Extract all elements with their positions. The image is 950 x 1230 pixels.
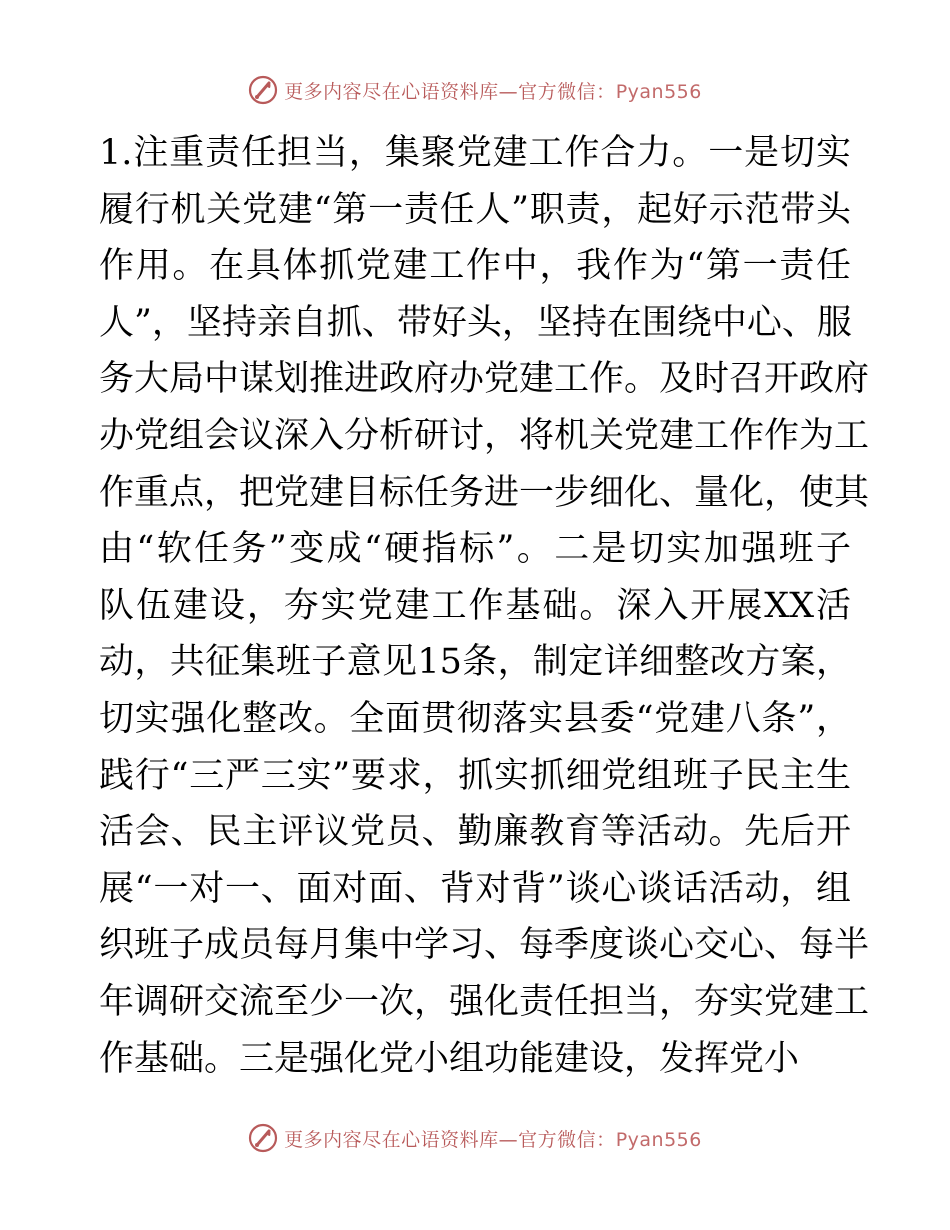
header-watermark (0, 70, 950, 110)
paragraph-line: 1.注重责任担当，集聚党建工作合力。一是切实 (99, 133, 851, 173)
paragraph-line: 人”，坚持亲自抓、带好头，坚持在围绕中心、服 (99, 302, 852, 343)
paragraph-line: 动，共征集班子意见15条，制定详细整改方案， (99, 642, 851, 683)
paragraph-line: 队伍建设，夯实党建工作基础。深入开展XX活 (99, 585, 851, 626)
paragraph-line: 作用。在具体抓党建工作中，我作为“第一责任 (99, 246, 851, 287)
paragraph-line: 办党组会议深入分析研讨，将机关党建工作作为工 (99, 415, 870, 456)
quill-logo-icon (248, 75, 278, 105)
watermark-text: 更多内容尽在心语资料库—官方微信：Pyan556 (284, 80, 702, 103)
paragraph-line: 年调研交流至少一次，强化责任担当，夯实党建工 (99, 981, 870, 1022)
paragraph-line: 作基础。三是强化党小组功能建设，发挥党小 (99, 1038, 800, 1079)
paragraph-line: 务大局中谋划推进政府办党建工作。及时召开政府 (99, 359, 870, 400)
watermark-text: 更多内容尽在心语资料库—官方微信：Pyan556 (284, 1128, 702, 1151)
paragraph-line: 活会、民主评议党员、勤廉教育等活动。先后开 (99, 812, 851, 853)
document-body (99, 125, 870, 1087)
paragraph-line: 切实强化整改。全面贯彻落实县委“党建八条”， (99, 698, 851, 739)
paragraph-line: 由“软任务”变成“硬指标”。二是切实加强班子 (99, 529, 851, 570)
paragraph-line: 织班子成员每月集中学习、每季度谈心交心、每半 (99, 925, 870, 966)
footer-watermark (0, 1118, 950, 1158)
paragraph-line: 践行“三严三实”要求，抓实抓细党组班子民主生 (99, 755, 851, 796)
paragraph-line: 作重点，把党建目标任务进一步细化、量化，使其 (99, 472, 870, 513)
paragraph-line: 展“一对一、面对面、背对背”谈心谈话活动，组 (99, 868, 851, 909)
paragraph-line: 履行机关党建“第一责任人”职责，起好示范带头 (99, 189, 851, 230)
quill-logo-icon (248, 1123, 278, 1153)
